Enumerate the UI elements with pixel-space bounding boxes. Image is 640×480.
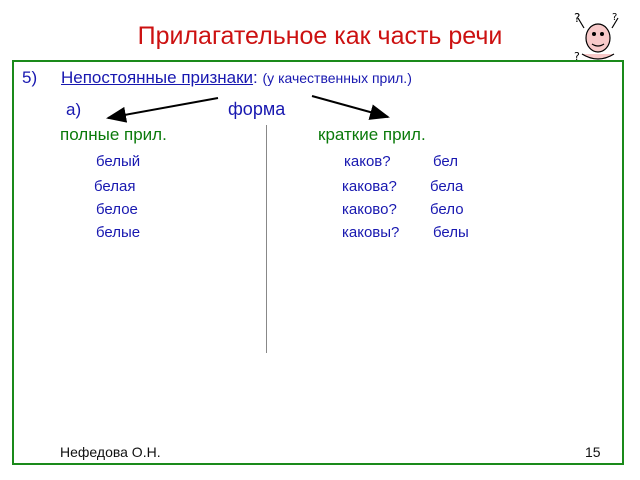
full-form-3: белое [96,201,138,218]
full-form-1: белый [96,153,141,170]
short-form-1: бел [433,153,459,170]
full-form-2: белая [94,178,136,195]
point-colon: : [253,68,258,87]
short-forms-header: краткие прил. [318,125,426,144]
sub-label: а) [66,100,82,119]
short-form-2: бела [430,178,464,195]
short-question-4: каковы? [342,224,400,241]
svg-text:?: ? [574,50,580,62]
svg-text:?: ? [612,12,618,23]
short-form-3: бело [430,201,464,218]
point-number: 5) [22,68,38,87]
short-question-2: какова? [342,178,397,195]
category-label: форма [228,99,286,119]
page-number: 15 [585,444,601,460]
short-form-4: белы [433,224,469,241]
point-note: (у качественных прил.) [262,70,412,86]
short-question-1: каков? [344,153,391,170]
short-question-3: каково? [342,201,397,218]
column-divider [266,125,267,353]
point-heading: Непостоянные признаки [61,68,254,87]
full-forms-header: полные прил. [60,125,167,144]
slide-title: Прилагательное как часть речи [137,22,503,50]
full-form-4: белые [96,224,141,241]
author: Нефедова О.Н. [60,444,161,460]
svg-text:?: ? [574,11,581,25]
arrow-to-short [312,96,388,117]
arrow-to-full [108,98,218,118]
